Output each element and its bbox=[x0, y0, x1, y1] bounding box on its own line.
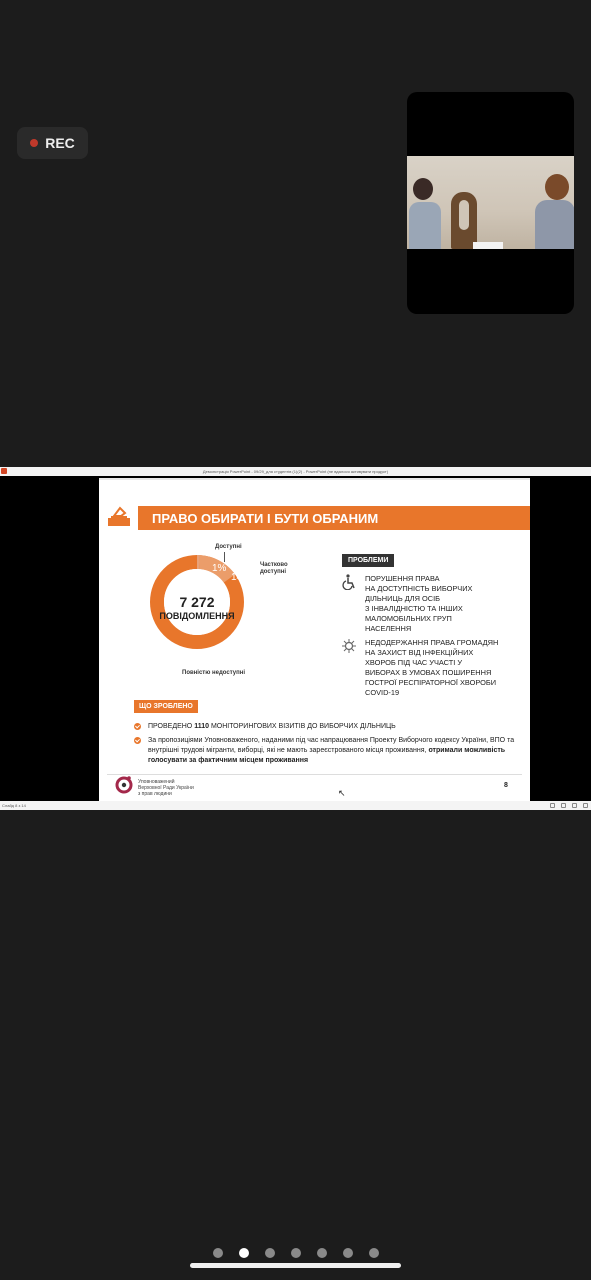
label-accessible: Доступні bbox=[215, 544, 242, 550]
recording-label: REC bbox=[45, 135, 75, 151]
page-indicator[interactable] bbox=[213, 1248, 379, 1258]
slide-counter: Слайд 8 з 14 bbox=[2, 803, 26, 808]
page-dot[interactable] bbox=[291, 1248, 301, 1258]
chair-image bbox=[451, 192, 477, 249]
page-dot[interactable] bbox=[343, 1248, 353, 1258]
record-dot-icon bbox=[30, 139, 38, 147]
presentation-titlebar bbox=[0, 467, 591, 476]
fit-window-icon[interactable] bbox=[583, 803, 588, 808]
participant-video-tile[interactable] bbox=[407, 92, 574, 314]
done-item-1 bbox=[148, 722, 518, 732]
done-item-2-bold: отримали можливість голосувати за фактичним місцем проживання bbox=[148, 747, 506, 764]
wheelchair-icon bbox=[341, 574, 357, 590]
leader-accessible bbox=[224, 552, 225, 562]
check-icon bbox=[134, 723, 141, 730]
slide-title: ПРАВО ОБИРАТИ І БУТИ ОБРАНИМ bbox=[138, 506, 530, 530]
participant-person-left bbox=[409, 178, 439, 249]
home-indicator[interactable] bbox=[190, 1263, 401, 1268]
footer-divider bbox=[107, 774, 522, 775]
done-item-1-bold: 1110 bbox=[194, 723, 209, 730]
slide bbox=[99, 478, 530, 801]
done-item-1-before: ПРОВЕДЕНО bbox=[148, 723, 195, 730]
done-item-1-after: МОНІТОРИНГОВИХ ВІЗИТІВ ДО ВИБОРЧИХ ДІЛЬНИЦЬ bbox=[209, 723, 396, 730]
page-dot[interactable] bbox=[265, 1248, 275, 1258]
reading-view-icon[interactable] bbox=[561, 803, 566, 808]
problems-tag: ПРОБЛЕМИ bbox=[342, 554, 394, 567]
pct-inaccessible: 85% bbox=[201, 658, 222, 669]
done-tag: ЩО ЗРОБЛЕНО bbox=[134, 700, 198, 713]
slide-page-number: 8 bbox=[504, 782, 508, 789]
mouse-cursor-icon: ↖ bbox=[338, 788, 346, 798]
problem-text-1: ПОРУШЕННЯ ПРАВА НА ДОСТУПНІСТЬ ВИБОРЧИХ ДІЛЬНИЦЬ ДЛЯ ОСІБ З ІНВАЛІДНІСТЮ ТА ІНШИХ МАЛОМОБІЛЬНИХ ГРУП НАСЕЛЕННЯ bbox=[365, 574, 473, 633]
problem-text-2: НЕДОДЕРЖАННЯ ПРАВА ГРОМАДЯН НА ЗАХИСТ ВІД ІНФЕКЦІЙНИХ ХВОРОБ ПІД ЧАС УЧАСТІ У ВИБОРАХ В УМОВАХ ПОШИРЕННЯ ГОСТРОЇ РЕСПІРАТОРНОЇ ХВОРОБИ COVID-19 bbox=[365, 638, 499, 697]
pct-accessible: 1% bbox=[212, 563, 227, 574]
page-dot[interactable] bbox=[317, 1248, 327, 1258]
check-icon bbox=[134, 737, 141, 744]
presentation-window-title: Демонстрація PowerPoint - 09/29_для студентів (1)(2) - PowerPoint (не вдалося активувати продукт) bbox=[202, 469, 389, 474]
ballot-box-icon bbox=[107, 505, 131, 527]
page-dot[interactable] bbox=[369, 1248, 379, 1258]
virus-icon bbox=[341, 638, 357, 654]
pct-partial: 14% bbox=[231, 572, 252, 583]
footer-org-name: Уповноважений Верховної Ради України з прав людини bbox=[138, 779, 194, 797]
participant-video-feed bbox=[407, 156, 574, 249]
participant-person-right bbox=[531, 174, 574, 249]
normal-view-icon[interactable] bbox=[550, 803, 555, 808]
label-partial: Частково доступні bbox=[260, 562, 288, 575]
page-dot[interactable] bbox=[213, 1248, 223, 1258]
recording-indicator bbox=[17, 127, 88, 159]
paper-image bbox=[473, 242, 503, 249]
done-item-2 bbox=[148, 736, 518, 766]
slideshow-icon[interactable] bbox=[572, 803, 577, 808]
donut-total-value: 7 272 bbox=[179, 594, 215, 610]
page-dot[interactable] bbox=[239, 1248, 249, 1258]
donut-total-label: ПОВІДОМЛЕННЯ bbox=[159, 611, 235, 621]
done-item-2-text: За пропозиціями Уповноваженого, наданими під час напрацювання Проекту Виборчого кодексу України, ВПО та внутрішні трудові мігранти, виборці, які не мають зареєстрованого місця проживання, bbox=[148, 737, 515, 754]
ombudsman-logo-icon bbox=[114, 774, 134, 794]
powerpoint-icon bbox=[1, 468, 7, 474]
presentation-statusbar bbox=[0, 801, 591, 810]
shared-screen[interactable] bbox=[0, 467, 591, 810]
slide-top-divider bbox=[99, 478, 530, 480]
label-inaccessible: Повністю недоступні bbox=[182, 670, 246, 676]
